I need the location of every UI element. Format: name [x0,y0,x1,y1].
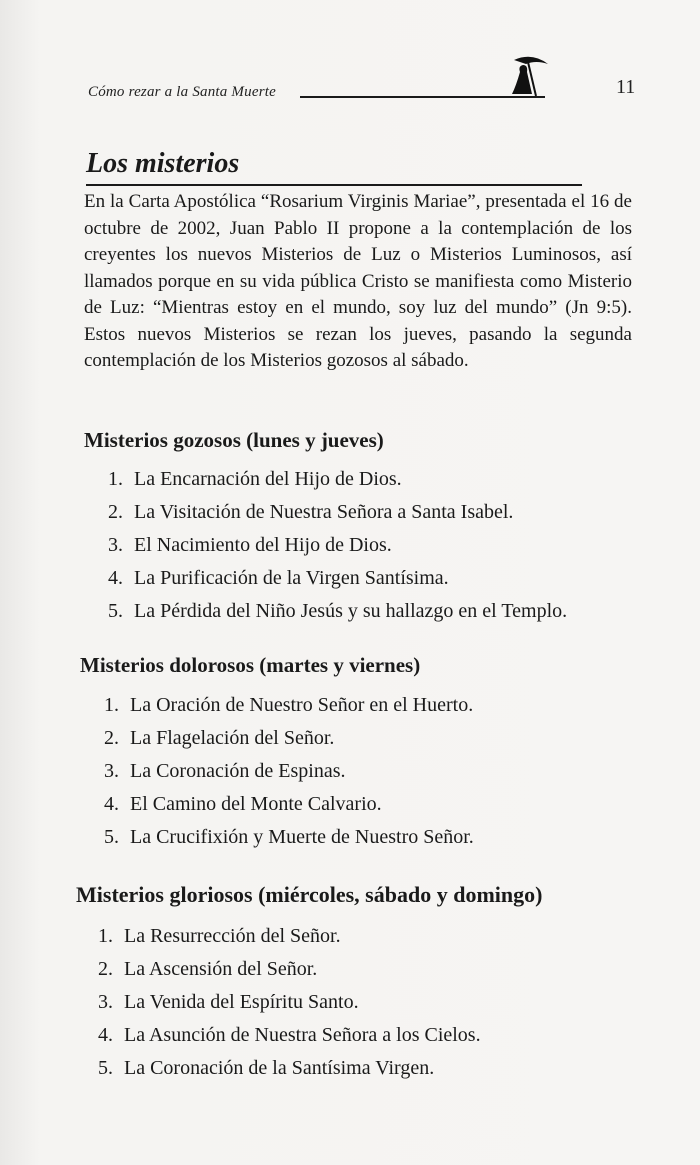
list-dolorosos [104,689,474,854]
item-text: La Purificación de la Virgen Santísima. [134,567,449,589]
item-number: 5. [104,826,119,848]
item-text: La Resurrección del Señor. [124,925,341,947]
item-number: 5. [98,1057,113,1079]
list-item [108,463,567,496]
list-item [108,529,567,562]
item-number: 3. [108,534,123,556]
item-number: 1. [98,925,113,947]
item-text: La Ascensión del Señor. [124,958,318,980]
list-item [98,986,481,1019]
title-rule [86,184,582,186]
item-number: 3. [104,760,119,782]
item-number: 5. [108,600,123,622]
item-text: El Camino del Monte Calvario. [130,793,382,815]
list-item [98,1052,481,1085]
list-item [104,755,474,788]
item-number: 2. [98,958,113,980]
group-heading-dolorosos: Misterios dolorosos (martes y viernes) [80,653,421,677]
item-text: La Coronación de Espinas. [130,760,346,782]
item-text: La Oración de Nuestro Señor en el Huerto. [130,694,474,716]
group-heading-gloriosos: Misterios gloriosos (miércoles, sábado y domingo) [76,882,543,907]
list-gozosos [108,463,567,628]
item-text: La Asunción de Nuestra Señora a los Cielos. [124,1024,481,1046]
list-item [104,722,474,755]
list-item [98,1019,481,1052]
item-number: 1. [108,468,123,490]
item-number: 4. [98,1024,113,1046]
item-text: La Pérdida del Niño Jesús y su hallazgo en el Templo. [134,600,568,622]
running-title: Cómo rezar a la Santa Muerte [88,84,276,100]
item-number: 4. [104,793,119,815]
list-item [98,953,481,986]
list-item [104,689,474,722]
item-number: 1. [104,694,119,716]
list-gloriosos [98,920,481,1085]
intro-paragraph: En la Carta Apostólica “Rosarium Virginis Mariae”, presentada el 16 de octubre de 2002, Juan Pablo II propone a la contemplación de los creyentes los nuevos Misterios de Luz o Misterios Luminosos, así llamados porque en su vida pública Cristo se manifiesta como Misterio de Luz: “Mientras estoy en el mundo, soy luz del mundo” (Jn 9:5). Estos nuevos Misterios se rezan los jueves, pasando la segunda contemplación de los Misterios gozosos al sábado. [84,191,632,371]
reaper-icon [506,54,552,98]
item-text: La Encarnación del Hijo de Dios. [134,468,402,490]
item-number: 2. [108,501,123,523]
item-text: La Coronación de la Santísima Virgen. [124,1057,435,1079]
list-item [108,496,567,529]
item-text: La Venida del Espíritu Santo. [124,991,359,1013]
item-number: 2. [104,727,119,749]
item-text: La Flagelación del Señor. [130,727,335,749]
list-item [108,562,567,595]
group-heading-gozosos: Misterios gozosos (lunes y jueves) [84,428,384,452]
list-item [108,595,567,628]
item-number: 4. [108,567,123,589]
list-item [98,920,481,953]
list-item [104,821,474,854]
item-text: La Crucifixión y Muerte de Nuestro Señor. [130,826,474,848]
page-number: 11 [616,76,636,98]
item-text: La Visitación de Nuestra Señora a Santa Isabel. [134,501,514,523]
item-number: 3. [98,991,113,1013]
item-text: El Nacimiento del Hijo de Dios. [134,534,392,556]
list-item [104,788,474,821]
section-title: Los misterios [86,148,240,179]
